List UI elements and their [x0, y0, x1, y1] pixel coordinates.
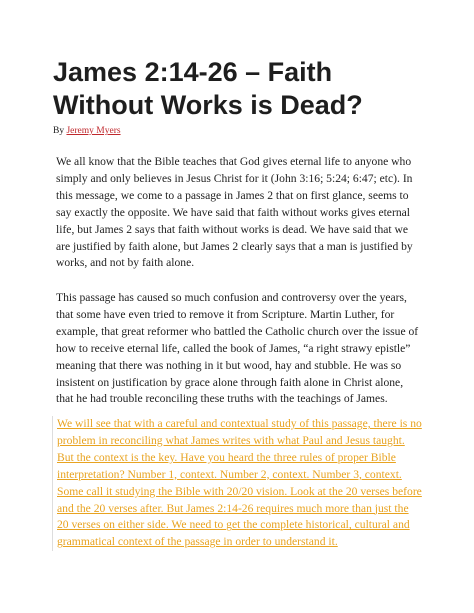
- title-line: James 2:14-26 – Faith: [53, 57, 333, 87]
- paragraph-line: this message, we come to a passage in James 2 that on first glance, seems to: [56, 188, 409, 202]
- highlighted-paragraph: [57, 416, 449, 551]
- body-paragraph: [56, 154, 436, 272]
- paragraph-line: example, that great reformer who battled the Catholic church over the issue of: [56, 324, 419, 338]
- paragraph-line: that some have even tried to remove it from Scripture. Martin Luther, for: [56, 307, 395, 321]
- paragraph-line: This passage has caused so much confusion and controversy over the years,: [56, 291, 407, 304]
- highlighted-line: But the context is the key. Have you heard the three rules of proper Bible: [57, 450, 396, 464]
- paragraph-line: We all know that the Bible teaches that God gives eternal life to anyone who: [56, 155, 412, 168]
- paragraph-line: how to receive eternal life, called the book of James, “a right strawy epistle”: [56, 341, 411, 355]
- byline-prefix: By: [53, 126, 65, 136]
- paragraph-line: works, and not by faith alone.: [56, 256, 195, 270]
- author-link[interactable]: Jeremy Myers: [66, 126, 121, 136]
- highlighted-line: Some call it studying the Bible with 20/20 vision. Look at the 20 verses before: [57, 484, 422, 498]
- paragraph-line: are justified by faith alone, but James 2 clearly says that a man is justified by: [56, 239, 413, 253]
- highlighted-line: interpretation? Number 1, context. Number 2, context. Number 3, context.: [57, 467, 402, 481]
- highlighted-passage: [52, 416, 449, 551]
- title-line: Without Works is Dead?: [53, 90, 363, 120]
- highlighted-line: 20 verses on either side. We need to get the complete historical, cultural and: [57, 518, 410, 532]
- byline: [53, 124, 121, 138]
- highlighted-line: We will see that with a careful and contextual study of this passage, there is no: [57, 417, 422, 430]
- highlighted-line: problem in reconciling what James writes with what Paul and Jesus taught.: [57, 433, 405, 447]
- highlighted-line: and the 20 verses after. But James 2:14-26 requires much more than just the: [57, 501, 409, 515]
- paragraph-line: simply and only believes in Jesus Christ for it (John 3:16; 5:24; 6:47; etc). In: [56, 171, 413, 185]
- paragraph-line: life, but James 2 says that faith without works is dead. We have said that we: [56, 222, 409, 236]
- highlighted-line: grammatical context of the passage in order to understand it.: [57, 535, 338, 549]
- paragraph-line: insistent on justification by grace alone through faith alone in Christ alone,: [56, 375, 404, 389]
- paragraph-line: that he had trouble reconciling these truths with the teachings of James.: [56, 392, 388, 406]
- body-paragraph: [56, 290, 436, 408]
- page-title: [53, 56, 453, 122]
- paragraph-line: meaning that there was nothing in it but wood, hay and stubble. He was so: [56, 358, 402, 372]
- paragraph-line: say exactly the opposite. We have said that faith without works gives eternal: [56, 205, 410, 219]
